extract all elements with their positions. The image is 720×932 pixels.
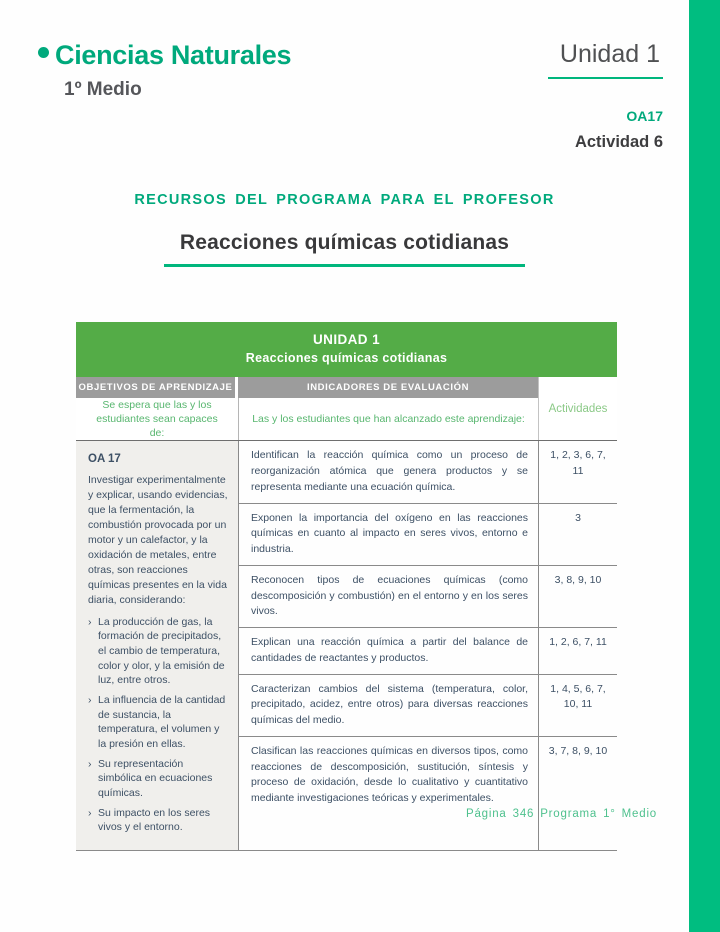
oa-description: Investigar experimentalmente y explicar, usando evidencias, que la fermentación, la combustión provocada por un motor y un calefactor, y la oxidación de metales, entre otras, son reacciones químicas presentes en la vida diaria, considerando: <box>88 474 228 606</box>
col-header-objetivos: OBJETIVOS DE APRENDIZAJE <box>76 377 238 398</box>
table-unit-title: UNIDAD 1 <box>313 332 380 347</box>
oa-bullet-item: › La influencia de la cantidad de sustancia, la temperatura, el volumen y la presión en ellas. <box>88 693 228 752</box>
activity-label: Actividad 6 <box>574 133 663 151</box>
indicator-cell: Identifican la reacción química como un proceso de reorganización atómica que genera productos y se representa mediante una ecuación química. <box>238 441 538 503</box>
objetivos-subheader: Se espera que las y los estudiantes sean capaces de: <box>76 398 238 440</box>
activities-cell: 3, 8, 9, 10 <box>538 566 617 628</box>
indicadores-subheader: Las y los estudiantes que han alcanzado este aprendizaje: <box>238 398 538 440</box>
table-body <box>76 440 617 851</box>
table-header-row <box>76 377 617 440</box>
indicator-cell: Reconocen tipos de ecuaciones químicas (como descomposición y combustión) en el entorno y en los seres vivos. <box>238 566 538 628</box>
unit-label: Unidad 1 <box>548 40 663 79</box>
activities-cell: 3, 7, 8, 9, 10 <box>538 737 617 850</box>
activities-cell: 1, 2, 3, 6, 7, 11 <box>538 441 617 503</box>
activities-cell: 3 <box>538 504 617 566</box>
oa-code-label: OA17 <box>626 108 663 124</box>
indicator-cell: Clasifican las reacciones químicas en diversos tipos, como reacciones de descomposición, sustitución, síntesis y proceso de oxidación, desde lo cualitativo y cuantitativo mediante investigaciones teóricas y experimentales. <box>238 737 538 850</box>
col-header-indicadores: INDICADORES DE EVALUACIÓN <box>238 377 538 398</box>
page-title: Reacciones químicas cotidianas <box>164 231 525 267</box>
table-unit-subtitle: Reacciones químicas cotidianas <box>245 350 448 365</box>
oa-bullet-item: › Su representación simbólica en ecuaciones químicas. <box>88 757 228 801</box>
oa-bullet-item: › Su impacto en los seres vivos y el entorno. <box>88 806 228 835</box>
section-title: RECURSOS DEL PROGRAMA PARA EL PROFESOR <box>134 192 555 208</box>
activities-cell: 1, 2, 6, 7, 11 <box>538 628 617 675</box>
unit-header-block <box>548 40 663 152</box>
indicator-cell: Exponen la importancia del oxígeno en las reacciones químicas en cuanto al impacto en seres vivos, entorno e industria. <box>238 504 538 566</box>
page-edge-green-bar <box>689 0 720 932</box>
oa-bullet-item: › La producción de gas, la formación de precipitados, el cambio de temperatura, color y olor, y la emisión de luz, entre otros. <box>88 615 228 688</box>
page-reference: Página 346 Programa 1° Medio <box>466 808 657 820</box>
oa-objective-cell <box>76 441 238 850</box>
subject-title: Ciencias Naturales <box>55 40 292 70</box>
unit-resources-table <box>76 322 617 851</box>
indicator-cell: Caracterizan cambios del sistema (temperatura, color, precipitado, acidez, entre otros) para diversas reacciones químicas del medio. <box>238 675 538 737</box>
activities-cell: 1, 4, 5, 6, 7, 10, 11 <box>538 675 617 737</box>
indicator-cell: Explican una reacción química a partir del balance de cantidades de reactantes y productos. <box>238 628 538 675</box>
brand-bullet-icon <box>38 47 49 58</box>
page-title-wrap <box>0 231 689 267</box>
oa-bullet-list <box>88 615 228 836</box>
oa-number: OA 17 <box>88 453 121 466</box>
col-header-actividades: Actividades <box>538 377 617 440</box>
brand-header <box>38 40 291 71</box>
grade-label: 1º Medio <box>64 79 142 100</box>
table-unit-band <box>76 322 617 377</box>
